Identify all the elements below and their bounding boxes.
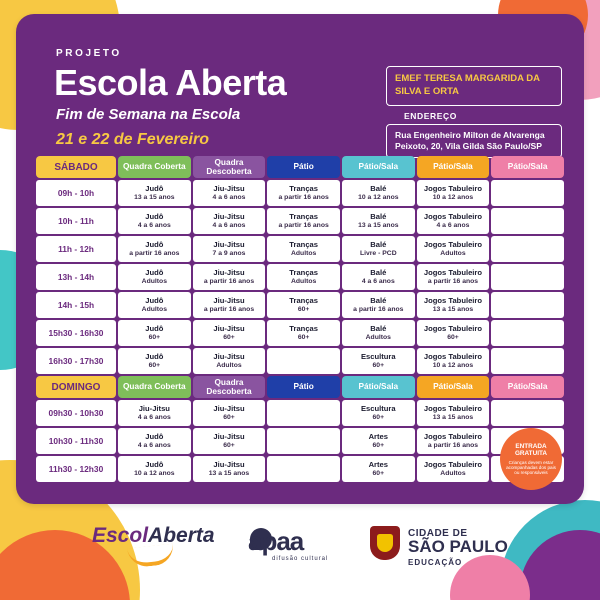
activity-age: Adultos [290,277,317,285]
activity-age: a partir 16 anos [278,221,329,229]
activity-age: 4 a 6 anos [137,221,171,229]
activity-age: 60+ [148,361,161,369]
column-header-2: Quadra Descoberta [193,156,266,178]
activity-name: Judô [145,432,164,442]
activity-name: Jogos Tabuleiro [423,324,482,334]
activity-cell [267,208,340,234]
activity-age: 60+ [372,413,385,421]
activity-age: a partir 16 anos [278,193,329,201]
activity-age: 10 a 12 anos [432,193,474,201]
activity-name: Jogos Tabuleiro [423,268,482,278]
activity-name: Jogos Tabuleiro [423,240,482,250]
activity-name: Jogos Tabuleiro [423,404,482,414]
table-row [36,348,564,374]
activity-cell [417,264,490,290]
activity-cell [417,428,490,454]
activity-age: Adultos [290,249,317,257]
activity-cell [267,180,340,206]
activity-cell [491,292,564,318]
activity-cell [193,264,266,290]
activity-name: Tranças [289,240,318,250]
activity-cell [417,236,490,262]
activity-age: Livre - PCD [359,249,397,257]
activity-cell [491,264,564,290]
activity-cell [342,320,415,346]
time-slot: 10h30 - 11h30 [36,428,116,454]
column-header-6: Pátio/Sala [491,376,564,398]
activity-cell [491,208,564,234]
activity-age: a partir 16 anos [203,305,255,313]
activity-cell [342,428,415,454]
apaa-logo-text: apaa [248,526,304,556]
educacao-label: EDUCAÇÃO [408,558,463,567]
activity-cell [193,428,266,454]
activity-cell [193,208,266,234]
time-slot: 16h30 - 17h30 [36,348,116,374]
activity-cell [342,208,415,234]
activity-name: Balé [370,296,387,306]
activity-cell [118,264,191,290]
activity-cell [193,236,266,262]
swoosh-icon [127,544,175,569]
column-header-4: Pátio/Sala [342,156,415,178]
activity-name: Balé [370,240,387,250]
activity-name: Jogos Tabuleiro [423,184,482,194]
activity-age: 60+ [223,441,235,449]
project-label: PROJETO [56,48,122,59]
activity-age: 10 a 12 anos [134,469,175,477]
activity-age: 60+ [447,333,459,341]
activity-name: Artes [368,432,388,442]
logo-aberta-text: Aberta [148,524,215,547]
activity-cell [342,236,415,262]
time-slot: 14h - 15h [36,292,116,318]
activity-name: Judô [145,460,164,470]
activity-cell [417,208,490,234]
activity-age: 13 a 15 anos [358,221,399,229]
activity-age: 10 a 12 anos [358,193,399,201]
event-dates: 21 e 22 de Fevereiro [56,131,209,148]
activity-name: Judô [145,324,164,334]
table-row [36,400,564,426]
activity-name: Artes [368,460,388,470]
activity-age: a partir 16 anos [427,441,479,449]
footer-logos [0,516,600,576]
activity-cell [267,456,340,482]
activity-age: 4 a 6 anos [212,193,246,201]
activity-name: Jiu-Jitsu [213,184,245,194]
time-slot: 11h30 - 12h30 [36,456,116,482]
activity-age: 60+ [372,361,385,369]
activity-cell [193,400,266,426]
activity-age: 60+ [297,305,310,313]
activity-cell [118,236,191,262]
activity-cell [342,400,415,426]
activity-age: a partir 16 anos [129,249,180,257]
activity-name: Escultura [360,404,396,414]
activity-age: 13 a 15 anos [432,305,474,313]
activity-name: Balé [370,212,387,222]
column-header-2: Quadra Descoberta [193,376,266,398]
activity-age: 60+ [372,441,385,449]
activity-age: 4 a 6 anos [137,413,171,421]
activity-age: 60+ [223,333,235,341]
activity-name: Jogos Tabuleiro [423,432,482,442]
table-row [36,456,564,482]
activity-age: 7 a 9 anos [212,249,246,257]
activity-cell [193,348,266,374]
apaa-logo-subtitle: difusão cultural [272,556,329,562]
activity-name: Tranças [289,212,318,222]
activity-age: 60+ [297,333,310,341]
activity-name: Jogos Tabuleiro [423,212,482,222]
column-header-3: Pátio [267,376,340,398]
activity-name: Tranças [289,184,318,194]
activity-cell [193,456,266,482]
activity-cell [491,320,564,346]
sao-paulo-label: SÃO PAULO [408,537,508,556]
activity-age: 4 a 6 anos [436,221,470,229]
activity-age: 60+ [223,413,235,421]
activity-name: Jiu-Jitsu [213,404,245,414]
activity-name: Judô [145,352,164,362]
activity-cell [267,428,340,454]
activity-cell [342,456,415,482]
schedule-table [34,154,566,484]
column-header-5: Pátio/Sala [417,376,490,398]
activity-name: Jiu-Jitsu [213,460,245,470]
activity-age: 4 a 6 anos [212,221,246,229]
activity-age: Adultos [440,469,466,477]
activity-name: Judô [145,296,164,306]
activity-age: a partir 16 anos [427,277,479,285]
activity-cell [118,428,191,454]
day-label: SÁBADO [36,156,116,178]
time-slot: 09h - 10h [36,180,116,206]
activity-cell [491,400,564,426]
activity-cell [342,180,415,206]
schedule-header-row [36,156,564,178]
activity-age: Adultos [440,249,466,257]
activity-age: Adultos [141,305,167,313]
activity-name: Jiu-Jitsu [213,324,245,334]
time-slot: 15h30 - 16h30 [36,320,116,346]
activity-cell [342,348,415,374]
activity-age: 13 a 15 anos [208,469,250,477]
activity-cell [267,292,340,318]
badge-line1: ENTRADA GRATUITA [514,442,548,457]
time-slot: 11h - 12h [36,236,116,262]
table-row [36,180,564,206]
activity-cell [417,348,490,374]
cidade-label: CIDADE DE [408,528,468,539]
activity-name: Tranças [289,268,318,278]
activity-cell [491,236,564,262]
page-title: Escola Aberta [54,62,287,103]
activity-cell [267,264,340,290]
activity-cell [118,400,191,426]
activity-age: Adultos [141,277,167,285]
sao-paulo-coat-of-arms-icon [370,526,400,560]
activity-name: Jiu-Jitsu [213,268,245,278]
schedule-table-wrap [34,154,566,484]
activity-name: Jogos Tabuleiro [423,296,482,306]
activity-age: 4 a 6 anos [361,277,395,285]
activity-cell [267,320,340,346]
activity-age: Adultos [216,361,242,369]
column-header-3: Pátio [267,156,340,178]
free-entry-badge [500,428,562,490]
activity-cell [193,292,266,318]
table-row [36,292,564,318]
column-header-1: Quadra Coberta [118,156,191,178]
activity-name: Judô [145,240,164,250]
activity-cell [417,400,490,426]
activity-cell [417,292,490,318]
activity-age: Adultos [365,333,391,341]
time-slot: 09h30 - 10h30 [36,400,116,426]
activity-name: Jiu-Jitsu [138,404,170,414]
activity-cell [417,456,490,482]
activity-name: Jiu-Jitsu [213,352,245,362]
activity-age: 60+ [148,333,161,341]
activity-age: a partir 16 anos [353,305,404,313]
school-name-box: EMEF TERESA MARGARIDA DA SILVA E ORTA [386,66,562,106]
activity-cell [118,320,191,346]
activity-cell [267,348,340,374]
activity-name: Jogos Tabuleiro [423,460,482,470]
activity-age: 10 a 12 anos [432,361,474,369]
column-header-6: Pátio/Sala [491,156,564,178]
activity-cell [118,180,191,206]
activity-name: Tranças [289,296,318,306]
poster-card [16,14,584,504]
time-slot: 13h - 14h [36,264,116,290]
activity-name: Judô [145,184,164,194]
activity-cell [118,292,191,318]
activity-cell [118,456,191,482]
activity-cell [342,264,415,290]
activity-name: Judô [145,212,164,222]
activity-name: Jiu-Jitsu [213,432,245,442]
address-box: Rua Engenheiro Milton de Alvarenga Peixoto, 20, Vila Gilda São Paulo/SP [386,124,562,158]
activity-name: Judô [145,268,164,278]
activity-age: a partir 16 anos [203,277,255,285]
activity-name: Balé [370,184,387,194]
activity-name: Jogos Tabuleiro [423,352,482,362]
activity-cell [118,208,191,234]
day-label: DOMINGO [36,376,116,398]
activity-age: 13 a 15 anos [432,413,474,421]
address-label: ENDEREÇO [404,111,457,121]
activity-name: Balé [370,324,387,334]
logo-escola-text: Escol [92,524,149,547]
page-subtitle: Fim de Semana na Escola [56,106,241,123]
activity-cell [193,320,266,346]
activity-cell [417,180,490,206]
activity-cell [491,180,564,206]
time-slot: 10h - 11h [36,208,116,234]
activity-cell [267,236,340,262]
column-header-5: Pátio/Sala [417,156,490,178]
activity-cell [267,400,340,426]
activity-name: Escultura [360,352,396,362]
activity-cell [118,348,191,374]
badge-line2: Crianças devem estar acompanhadas dos pais ou responsáveis [506,459,556,476]
poster-header [16,14,584,150]
column-header-4: Pátio/Sala [342,376,415,398]
table-row [36,208,564,234]
activity-age: 4 a 6 anos [137,441,171,449]
schedule-header-row [36,376,564,398]
table-row [36,428,564,454]
column-header-1: Quadra Coberta [118,376,191,398]
activity-name: Balé [370,268,387,278]
activity-cell [491,348,564,374]
escola-aberta-logo [92,524,215,548]
activity-name: Tranças [289,324,318,334]
table-row [36,236,564,262]
table-row [36,264,564,290]
activity-cell [417,320,490,346]
activity-name: Jiu-Jitsu [213,296,245,306]
activity-name: Jiu-Jitsu [213,212,245,222]
activity-age: 60+ [372,469,385,477]
activity-name: Jiu-Jitsu [213,240,245,250]
activity-age: 13 a 15 anos [134,193,175,201]
activity-cell [342,292,415,318]
activity-cell [193,180,266,206]
table-row [36,320,564,346]
